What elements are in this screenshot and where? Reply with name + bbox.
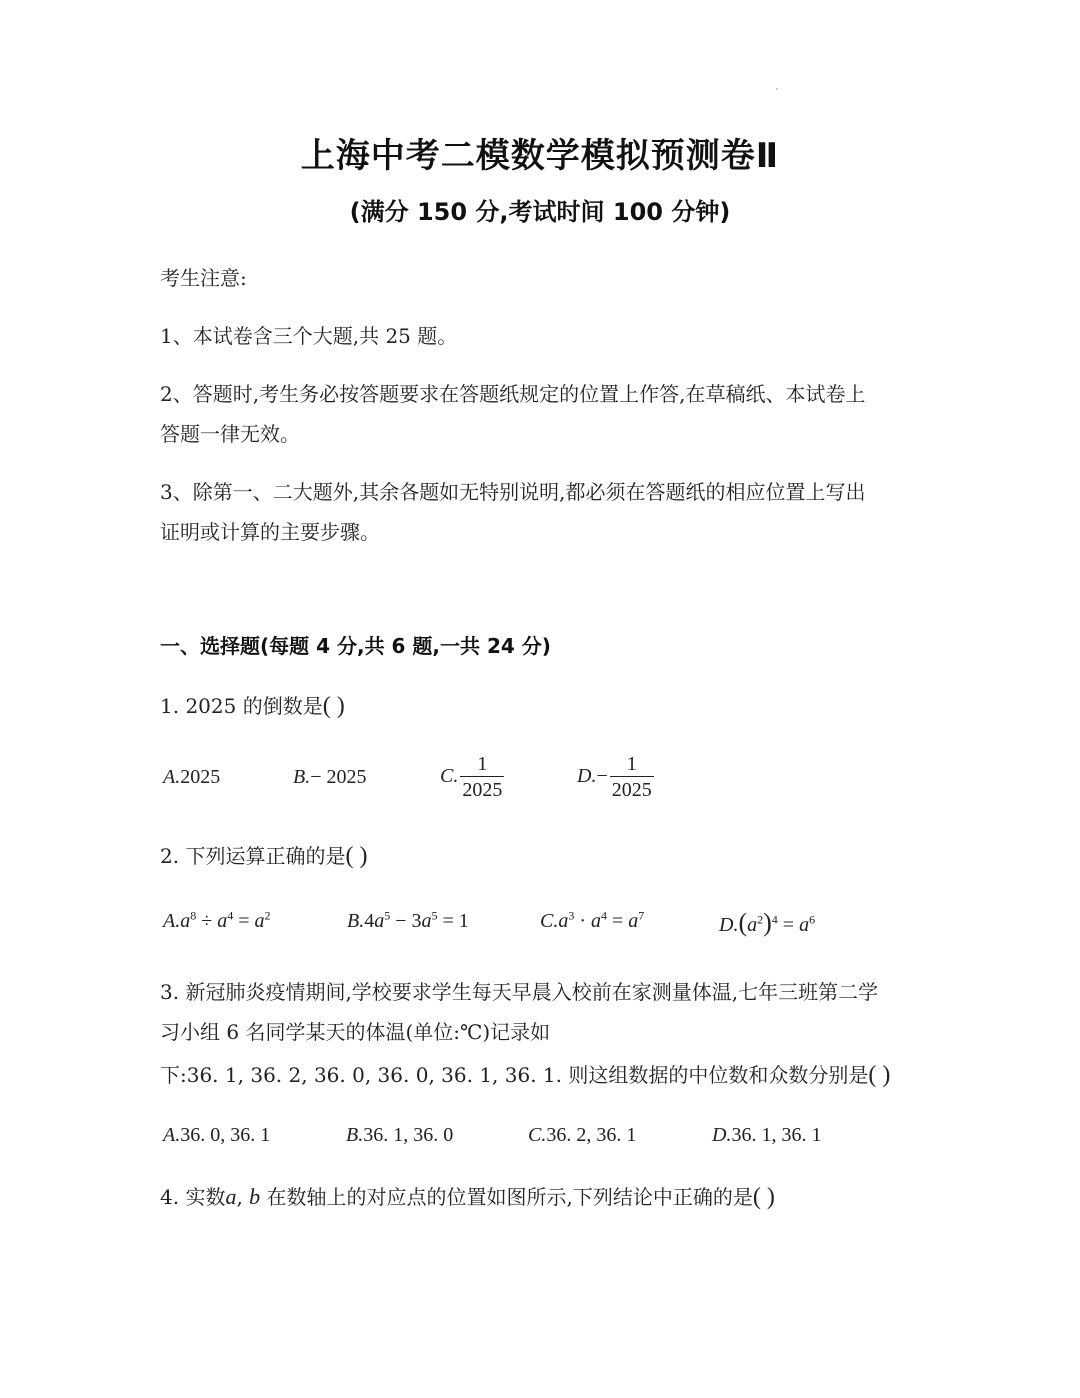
- comma: ,: [236, 1185, 243, 1209]
- option-label: B.: [347, 910, 365, 932]
- question-2-stem: [160, 840, 367, 870]
- notice-item-2-line-2: 答题一律无效。: [160, 422, 300, 446]
- notice-heading: 考生注意:: [160, 266, 247, 290]
- answer-paren: ( ): [752, 1184, 775, 1210]
- notice-item-3-line-1: 3、除第一、二大题外,其余各题如无特别说明,都必须在答题纸的相应位置上写出: [160, 480, 866, 504]
- question-2-option-c: $C.a^3 \cdot a^4 = a^7$: [540, 908, 645, 932]
- section-heading: 一、选择题(每题 4 分,共 6 题,一共 24 分): [160, 634, 551, 658]
- option-label: C.: [528, 1124, 547, 1146]
- fraction: [610, 752, 654, 803]
- question-3-option-a: [163, 1124, 270, 1147]
- question-3-option-b: [346, 1124, 453, 1147]
- question-2-option-d: $D.(a^2)^4 = a^6$: [719, 908, 816, 937]
- answer-paren: ( ): [322, 693, 345, 719]
- option-label: A.: [163, 766, 181, 788]
- question-3-option-c: [528, 1124, 636, 1147]
- question-1-option-c: [440, 752, 504, 803]
- option-label: A.: [163, 910, 181, 932]
- notice-item-3-line-2: 证明或计算的主要步骤。: [160, 520, 380, 544]
- question-3-line-2: 习小组 6 名同学某天的体温(单位:℃)记录如: [160, 1020, 551, 1044]
- question-4-prefix: 4. 实数: [160, 1185, 226, 1209]
- numerator: 1: [477, 753, 488, 775]
- option-label: A.: [163, 1124, 181, 1146]
- page-title: 上海中考二模数学模拟预测卷Ⅱ: [300, 136, 780, 176]
- question-1-option-d: [577, 752, 654, 803]
- question-1-stem: [160, 690, 345, 720]
- scan-speck: [776, 88, 778, 90]
- option-label: B.: [293, 766, 311, 788]
- option-label: B.: [346, 1124, 364, 1146]
- option-value: − 2025: [310, 766, 367, 788]
- question-4-suffix: 在数轴上的对应点的位置如图所示,下列结论中正确的是: [266, 1185, 753, 1209]
- minus-sign: −: [596, 765, 608, 788]
- variable-b: b: [249, 1184, 261, 1209]
- question-1-text: 1. 2025 的倒数是: [160, 694, 323, 718]
- fraction: [460, 752, 504, 803]
- notice-item-2-line-1: 2、答题时,考生务必按答题要求在答题纸规定的位置上作答,在草稿纸、本试卷上: [160, 382, 866, 406]
- answer-paren: ( ): [345, 843, 368, 869]
- option-label: C.: [440, 765, 459, 788]
- numerator: 1: [626, 753, 637, 775]
- option-label: D.: [712, 1124, 732, 1146]
- question-2-option-b: $B.4a^5 - 3a^5 = 1$: [347, 908, 469, 932]
- option-label: D.: [719, 914, 739, 936]
- question-2-text: 2. 下列运算正确的是: [160, 844, 346, 868]
- question-1-option-b: [293, 766, 367, 789]
- variable-a: a: [225, 1184, 237, 1209]
- option-value: 36. 2, 36. 1: [546, 1124, 637, 1146]
- option-value: 36. 1, 36. 0: [363, 1124, 454, 1146]
- option-value: 2025: [180, 766, 221, 788]
- notice-item-1: 1、本试卷含三个大题,共 25 题。: [160, 324, 458, 348]
- option-label: C.: [540, 910, 559, 932]
- question-3-line-1: 3. 新冠肺炎疫情期间,学校要求学生每天早晨入校前在家测量体温,七年三班第二学: [160, 980, 879, 1004]
- option-value: 36. 0, 36. 1: [180, 1124, 271, 1146]
- option-label: D.: [577, 765, 597, 788]
- denominator: 2025: [610, 776, 654, 803]
- denominator: 2025: [460, 776, 504, 803]
- question-1-option-a: [163, 766, 220, 789]
- question-3-text: 下:36. 1, 36. 2, 36. 0, 36. 0, 36. 1, 36. 1. 则这组数据的中位数和众数分别是: [160, 1063, 869, 1087]
- option-value: 36. 1, 36. 1: [731, 1124, 822, 1146]
- answer-paren: ( ): [868, 1062, 891, 1088]
- question-3-line-3: [160, 1059, 890, 1089]
- question-2-option-a: $A.a^8 \div a^4 = a^2$: [163, 908, 271, 932]
- page-subtitle: (满分 150 分,考试时间 100 分钟): [349, 198, 731, 226]
- question-4-stem: [160, 1181, 775, 1211]
- question-3-option-d: [712, 1124, 821, 1147]
